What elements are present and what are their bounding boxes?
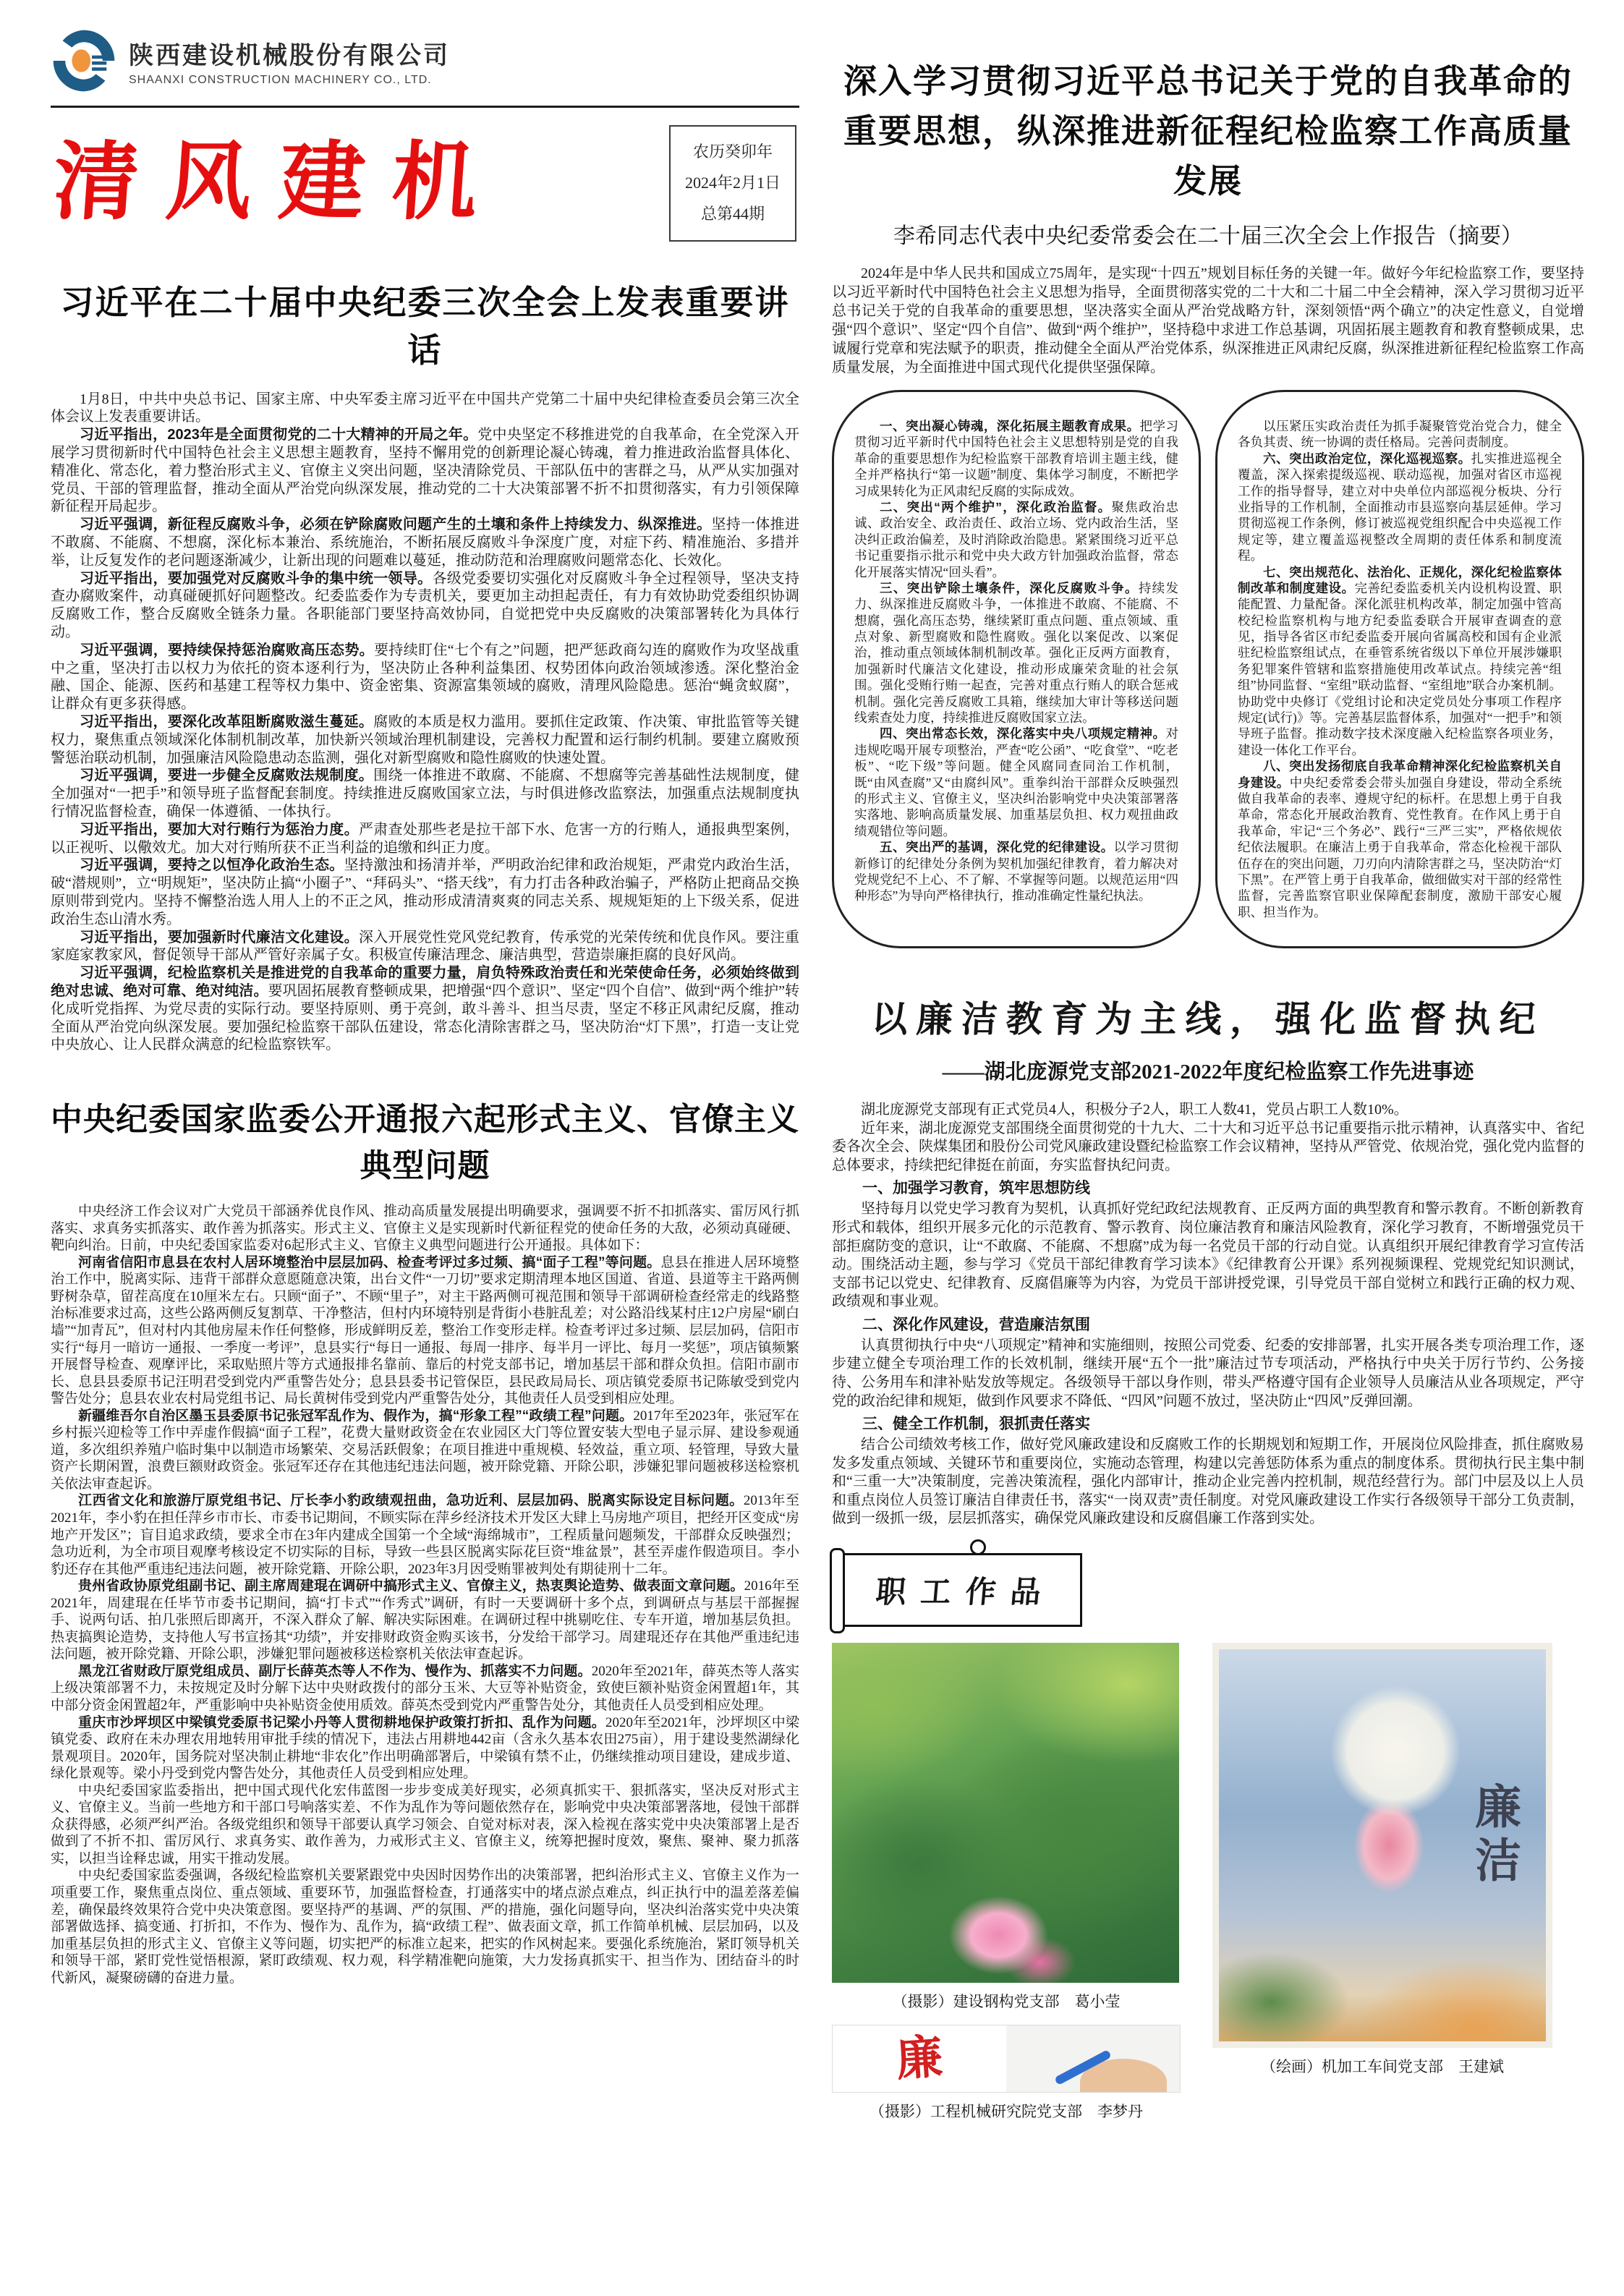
hand-with-pen-panel xyxy=(1006,2025,1180,2092)
gallery-column-right xyxy=(1212,1643,1552,2130)
paragraph: 七、突出规范化、法治化、正规化，深化纪检监察体制改革和制度建设。完善纪委监委机关内设机构设置、职能配置、力量配备。深化派驻机构改革，制定加强中管高校纪检监察机构与地方纪委监委联合开展审查调查的意见，指导各省区市纪委监委开展向省属高校和国有企业派驻纪检监察组试点，在垂管系统省级以下单位开展涉嫌职务犯罪案件管辖和监察措施使用改革试点。持续完善“组组”协同监督、“室组”联动监督、“室组地”联合办案机制。协助党中央修订《党组讨论和决定党员处分事项工作程序规定(试行)》等。完善基层监督体系，加强对“一把手”和领导班子监督。推动数字技术深度融入纪检监察各项业务，建设一体化工作平台。 xyxy=(1238,564,1562,757)
company-name-cn: 陕西建设机械股份有限公司 xyxy=(129,41,450,69)
company-logo-icon xyxy=(51,27,117,94)
article-xi-speech-title: 习近平在二十届中央纪委三次全会上发表重要讲话 xyxy=(60,283,790,369)
paragraph: 贵州省政协原党组副书记、副主席周建琨在调研中搞形式主义、官僚主义，热衷舆论造势、做表面文章问题。2016年至2021年，周建琨在任毕节市委书记期间，搞“打卡式”“作秀式”调研，有时一天要调研十多个点，到调研点与基层干部握握手、说两句话、拍几张照后即离开，不深入群众了解、解决实际困难。在调研过程中挑剔吃住、专车开道，增加基层负担。热衷搞舆论造势，支持他人写书宣扬其“功绩”，并安排财政资金购买该书，分发给干部学习。周建琨还存在其他严重违纪违法问题，被开除党籍、开除公职，涉嫌犯罪问题被移送检察机关依法审查起诉。 xyxy=(51,1578,799,1662)
issue-date: 2024年2月1日 xyxy=(684,173,781,192)
paragraph: 重庆市沙坪坝区中梁镇党委原书记梁小丹等人贯彻耕地保护政策打折扣、乱作为问题。2020年至2021年，沙坪坝区中梁镇党委、政府在未办理农用地转用审批手续的情况下，违法占用耕地442亩（含永久基本农田275亩），用于建设斐然湖绿化景观项目。2020年，国务院对坚决制止耕地“非农化”作出明确部署后，中梁镇有禁不止，仍继续推动项目建设，建成步道、绿化景观等。梁小丹受到党内警告处分，其他责任人员受到相应处理。 xyxy=(51,1714,799,1782)
paragraph: 近年来，湖北庞源党支部围绕全面贯彻党的十九大、二十大和习近平总书记重要指示批示精神，认真落实中、省纪委各次全会、陕煤集团和股份公司党风廉政建设暨纪检监察工作会议精神，坚持从严管党、依规治党，强化党内监督的总体要求，持续把纪律挺在前面，夯实监督执纪问责。 xyxy=(832,1120,1584,1173)
paragraph: 1月8日，中共中央总书记、国家主席、中央军委主席习近平在中国共产党第二十届中央纪律检查委员会第三次全体会议上发表重要讲话。 xyxy=(51,391,799,425)
lianjie-painting xyxy=(1212,1643,1552,2048)
paragraph: 习近平指出，要深化改革阻断腐败滋生蔓延。腐败的本质是权力滥用。要抓住定政策、作决策、审批监管等关键权力，聚焦重点领域深化体制机制改革，加快新兴领域治理机制建设，完善权力配置和运行制约机制。要建立腐败预警惩治联动机制，加强廉洁风险隐患动态监测，强化对新型腐败和隐性腐败的快速处置。 xyxy=(51,714,799,766)
company-names xyxy=(129,35,450,87)
article-branch-title: 以廉洁教育为主线，强化监督执纪 xyxy=(870,999,1546,1040)
section-heading: 二、深化作风建设，营造廉洁氛围 xyxy=(862,1316,1090,1333)
paragraph: 习近平强调，要持续保持惩治腐败高压态势。要持续盯住“七个有之”问题，把严惩政商勾连的腐败作为攻坚战重中之重，坚决打击以权力为依托的资本逐利行为，坚决防止各种利益集团、权势团体向政治领域渗透。深化整治金融、国企、能源、医药和基建工程等权力集中、资金密集、资源富集领域的腐败，清理风险隐患。惩治“蝇贪蚁腐”，让群众有更多获得感。 xyxy=(51,642,800,713)
header-divider xyxy=(51,106,799,108)
paragraph: 四、突出常态长效，深化落实中央八项规定精神。对违规吃喝开展专项整治，严查“吃公函”、“吃食堂”、“吃老板”、“吃下级”等问题。健全风腐同查同治工作机制，既“由风查腐”又“由腐纠风”。重拳纠治干部群众反映强烈的形式主义、官僚主义，坚决纠治影响党中央决策部署落实落地、影响高质量发展、加重基层负担、权力观扭曲政绩观错位等问题。 xyxy=(854,726,1178,838)
article-report-byline: 李希同志代表中央纪委常委会在二十届三次全会上作报告（摘要） xyxy=(893,224,1523,248)
article-xi-speech xyxy=(51,276,799,1054)
paragraph: 习近平强调，新征程反腐败斗争，必须在铲除腐败问题产生的土壤和条件上持续发力、纵深推进。坚持一体推进不敢腐、不能腐、不想腐，深化标本兼治、系统施治，不断拓展反腐败斗争深度广度，对症下药、精准施治、多措并举，让反复发作的老问题逐渐减少，让新出现的问题难以蔓延，推动防范和治理腐败问题常态化、长效化。 xyxy=(51,516,799,569)
paragraph: 湖北庞源党支部现有正式党员4人，积极分子2人，职工人数41，党员占职工人数10%。 xyxy=(861,1102,1408,1118)
paragraph: 八、突出发扬彻底自我革命精神深化纪检监察机关自身建设。中央纪委常委会带头加强自身建设，带动全系统做自我革命的表率、遵规守纪的标杆。在思想上勇于自我革命，常态化开展政治教育、党性教育。在作风上勇于自我革命，牢记“三个务必”、践行“三严三实”，严格依规依纪依法履职。在廉洁上勇于自我革命，常态化检视干部队伍存在的突出问题，刀刃向内清除害群之马，坚决防治“灯下黑”。在严管上勇于自我革命，做细做实对干部的经常性监督，完善监察官职业保障配套制度，激励干部安心履职、担当作为。 xyxy=(1238,759,1562,919)
paragraph: 认真贯彻执行中央“八项规定”精神和实施细则，按照公司党委、纪委的安排部署，扎实开展各类专项治理工作，逐步建立健全专项治理工作的长效机制，继续开展“五个一批”廉洁过节专项活动，严格执行中央关于厉行节约、公务接待、公务用车和津补贴发放等规定。各级领导干部以身作则，带头严格遵守国有企业领导人员廉洁从业各项规定，严守党的政治纪律和规矩，做到作风要求不降低、“四风”问题不放过，坚决防止“四风”反弹回潮。 xyxy=(832,1337,1584,1409)
paragraph: 中央纪委国家监委强调，各级纪检监察机关要紧跟党中央因时因势作出的决策部署，把纠治形式主义、官僚主义作为一项重要工作，聚焦重点岗位、重点领域、重要环节，加强监督检查，打通落实中的堵点淤点难点，纠正执行中的温差落差偏差，确保最终效果符合党中央决策意图。要坚持严的基调、严的氛围、严的措施，强化问题导向，坚决纠治落实党中央决策部署做选择、搞变通、打折扣，不作为、慢作为、乱作为，搞“政绩工程”、做表面文章，抓工作简单机械、层层加码，以及加重基层负担的形式主义、官僚主义等问题，切实把严的标准立起来，把实的作风树起来。要强化系统施治，紧盯领导机关和领导干部，紧盯党性觉悟根源，紧盯政绩观、权力观，科学精准靶向施策，大力发扬真抓实干、担当作为、团结奋斗的时代新风，凝聚磅礴的奋进力量。 xyxy=(51,1868,799,1986)
lian-calligraphy-photo xyxy=(832,2025,1181,2093)
article-xi-speech-body xyxy=(51,391,799,1054)
paragraph: 三、突出铲除土壤条件，深化反腐败斗争。持续发力、纵深推进反腐败斗争，一体推进不敢腐、不能腐、不想腐，强化高压态势，继续紧盯重点问题、重点领域、重点对象、新型腐败和隐性腐败。强化以案促改、以案促治，推动重点领域体制机制改革。强化正反两方面教育，加强新时代廉洁文化建设，推动形成廉荣贪耻的社会氛围。强化受贿行贿一起查，完善对重点行贿人的联合惩戒机制。强化完善反腐败工具箱，继续加大审计等移送问题线索查处力度，持续推进反腐败国家立法。 xyxy=(854,580,1179,726)
paragraph: 河南省信阳市息县在农村人居环境整治中层层加码、检查考评过多过频、搞“面子工程”等问题。息县在推进人居环境整治工作中，脱离实际、违背干部群众意愿随意决策，出台文件“一刀切”要求定期清理本地区国道、省道、县道等主干路两侧野树杂草，留茬高度在10厘米左右。只顾“面子”、不顾“里子”，对主干路两侧可视范围和领导干部调研检查经常走的线路整治标准要求过高，这些公路两侧反复割草、干净整洁，但村内环境特别是背街小巷脏乱差；对公路沿线某村庄12户房屋“刷白墙”“加青瓦”，但对村内其他房屋未作任何整修，形成鲜明反差，整治工作变形走样。检查考评过多过频、层层加码，信阳市实行“每月一暗访一通报、一季度一考评”，息县实行“每日一通报、每周一排序、每半月一评比、每月一奖惩”，项店镇频繁开展督导检查、观摩评比，采取贴照片等方式通报排名靠前、靠后的村党支部书记，增加基层干部和群众负担。信阳市副市长、息县县委原书记汪明君受到党内严重警告处分；息县县委书记管保臣，县民政局局长、项店镇党委原书记陈敏受到党内警告处分；息县农业农村局党组书记、局长黄树伟受到党内严重警告处分，其他责任人员受到相应处理。 xyxy=(51,1254,799,1407)
article-branch-body xyxy=(832,1101,1584,1528)
paragraph: 结合公司绩效考核工作，做好党风廉政建设和反腐败工作的长期规划和短期工作，开展岗位风险排查，抓住腐败易发多发重点领域、关键环节和重要岗位，实施动态管理，构建以完善惩防体系为重点的制度体系。贯彻执行民主集中制和“三重一大”决策制度，完善决策流程，强化内部审计，推动企业完善内控机制，规范经营行为。部门中层及以上人员和重点岗位人员签订廉洁自律责任书，落实“一岗双责”责任制度。对党风廉政建设工作实行各级领导干部分工负责制，做到一级抓一级，层层抓落实，确保党风廉政建设和反腐倡廉工作落到实处。 xyxy=(832,1437,1584,1527)
left-column xyxy=(51,22,799,1986)
paragraph: 中央经济工作会议对广大党员干部涵养优良作风、推动高质量发展提出明确要求，强调要不折不扣抓落实、雷厉风行抓落实、求真务实抓落实、敢作善为抓落实。形式主义、官僚主义是实现新时代新征程党的使命任务的大敌，必须动真碰硬、靶向纠治。日前，中央纪委国家监委对6起形式主义、官僚主义典型问题进行公开通报。具体如下： xyxy=(51,1204,799,1254)
masthead-row xyxy=(51,112,799,246)
paragraph: 二、突出“两个维护”，深化政治监督。聚焦政治忠诚、政治安全、政治责任、政治立场、党内政治生活，坚决纠正政治偏差，及时消除政治隐患。紧紧围绕习近平总书记重要指示批示和党中央大政方针加强政治监督，常态化开展落实情况“回头看”。 xyxy=(854,499,1179,579)
paragraph: 六、突出政治定位，深化巡视巡察。扎实推进巡视全覆盖，深入探索提级巡视、联动巡视，加强对省区市巡视工作的指导督导，建立对中央单位内部巡视分板块、分行业指导的工作机制，全面推动市县巡察向基层延伸。学习贯彻巡视工作条例，修订被巡视党组织配合中央巡视工作规定等，建立覆盖巡视整改全周期的责任体系和制度流程。 xyxy=(1238,451,1563,564)
paragraph: 习近平指出，要加强新时代廉洁文化建设。深入开展党性党风党纪教育，传承党的光荣传统和优良作风。要注重家庭家教家风，督促领导干部从严管好亲属子女。积极宣传廉洁理念、廉洁典型，营造崇廉拒腐的良好风尚。 xyxy=(51,929,799,964)
paragraph: 习近平强调，要持之以恒净化政治生态。坚持激浊和扬清并举，严明政治纪律和政治规矩，严肃党内政治生活，破“潜规则”，立“明规矩”，坚决防止搞“小圈子”、“拜码头”、“搭天线”，有力打击各种政治骗子，严格防止把商品交换原则带到党内。坚持不懈整治选人用人上的不正之风，推动形成清清爽爽的同志关系、规规矩矩的上下级关系，促进政治生态山清水秀。 xyxy=(51,857,799,927)
article-report-intro: 2024年是中华人民共和国成立75周年，是实现“十四五”规划目标任务的关键一年。做好今年纪检监察工作，要坚持以习近平新时代中国特色社会主义思想为指导，全面贯彻落实党的二十大和二十届二中全会精神，深入学习贯彻习近平总书记关于党的自我革命的重要思想，坚决落实全面从严治党战略方针，深刻领悟“两个确立”的决定性意义，自觉增强“四个意识”、坚定“四个自信”、做到“两个维护”，坚持稳中求进工作总基调，巩固拓展主题教育和教育整顿成果，忠诚履行党章和宪法赋予的职责，推动健全全面从严治党体系，纵深推进正风肃纪反腐，纵深推进新征程纪检监察工作高质量发展，为全面推进中国式现代化提供坚强保障。 xyxy=(832,265,1584,375)
staff-works-label: 职工作品 xyxy=(874,1576,1057,1610)
article-six-cases xyxy=(51,1093,799,1986)
article-branch xyxy=(832,990,1584,1528)
lian-photo-caption: （摄影）工程机械研究院党支部 李梦丹 xyxy=(870,2103,1143,2121)
issue-info-box xyxy=(669,125,796,242)
paragraph: 以压紧压实政治责任为抓手凝聚管党治党合力，健全各负其责、统一协调的责任格局。完善问责制度。 xyxy=(1238,419,1562,450)
right-column xyxy=(832,56,1584,2130)
masthead-title: 清风建机 xyxy=(50,135,509,231)
paragraph: 习近平指出，2023年是全面贯彻党的二十大精神的开局之年。党中央坚定不移推进党的自我革命，在全党深入开展学习贯彻新时代中国特色社会主义思想主题教育，坚持不懈用党的创新理论凝心铸魂，着力推进政治监督具体化、精准化、常态化，着力整治形式主义、官僚主义突出问题，坚决清除党员、干部队伍中的害群之马，从严从实加强对党员、干部的管理监督，推动全面从严治党向纵深发展，推动党的二十大决策部署不折不扣贯彻落实，有力引领保障新征程开局起步。 xyxy=(51,427,800,515)
article-branch-byline: ——湖北庞源党支部2021-2022年度纪检监察工作先进事迹 xyxy=(942,1060,1474,1084)
painting-caption: （绘画）机加工车间党支部 王建斌 xyxy=(1261,2058,1504,2076)
report-section-boxes xyxy=(832,390,1584,948)
article-six-cases-body xyxy=(51,1203,799,1986)
paragraph: 坚持每月以党史学习教育为契机，认真抓好党纪政纪法规教育、正反两方面的典型教育和警示教育。不断创新教育形式和载体，组织开展多元化的示范教育、警示教育、岗位廉洁教育和廉洁风险教育，深化学习教育，不断增强党员干部拒腐防变的意识，让“不敢腐、不能腐、不想腐”成为每一名党员干部的行动自觉。认真组织开展纪律教育学习宣传活动。围绕活动主题，参与学习《党员干部纪律教育学习读本》《纪律教育公开课》系列视频课程、党规党纪知识测试，支部书记以党史、纪律教育、反腐倡廉等为内容，为党员干部讲授党课，引导党员干部自觉树立和践行正确的权力观、政绩观和事业观。 xyxy=(832,1201,1584,1310)
paragraph: 一、突出凝心铸魂，深化拓展主题教育成果。把学习贯彻习近平新时代中国特色社会主义思想特别是党的自我革命的重要思想作为纪检监察干部教育培训主题主线，健全并严格执行“第一议题”制度、集体学习制度，不断把学习成果转化为正风肃纪反腐的实际成效。 xyxy=(854,419,1179,498)
gallery-column-left xyxy=(832,1643,1181,2130)
report-box-left xyxy=(832,390,1201,948)
article-six-cases-title: 中央纪委国家监委公开通报六起形式主义、官僚主义典型问题 xyxy=(51,1102,799,1184)
issue-number: 总第44期 xyxy=(700,204,765,223)
paragraph: 习近平强调，纪检监察机关是推进党的自我革命的重要力量，肩负特殊政治责任和光荣使命任务，必须始终做到绝对忠诚、绝对可靠、绝对纯洁。要巩固拓展教育整顿成果，把增强“四个意识”、坚定“四个自信”、做到“两个维护”转化成听党指挥、为党尽责的实际行动。要坚持原则、勇于亮剑，敢斗善斗、担当尽责，坚定不移正风肃纪反腐，推动全面从严治党向纵深发展。要加强纪检监察干部队伍建设，常态化清除害群之马，坚决防治“灯下黑”，打造一支让党中央放心、让人民群众满意的纪检监察铁军。 xyxy=(51,965,799,1053)
staff-works-banner xyxy=(839,1553,1082,1627)
paragraph: 新疆维吾尔自治区墨玉县委原书记张冠军乱作为、假作为，搞“形象工程”“政绩工程”问题。2017年至2023年，张冠军在乡村振兴迎检等工作中弄虚作假搞“面子工程”，花费大量财政资金在农业园区大门等位置安装大型电子显示屏、建设参观通道，多次组织养殖户临时集中以制造市场繁荣、交易活跃假象；在项目推进中重规模、轻效益，重立项、轻管理，导致大量资产长期闲置，浪费巨额财政资金。张冠军还存在其他违纪违法问题，被开除党籍、开除公职，涉嫌犯罪问题被移送检察机关依法审查起诉。 xyxy=(51,1408,799,1492)
lotus-photo-caption: （摄影）建设钢构党支部 葛小莹 xyxy=(892,1993,1121,2011)
company-header xyxy=(51,22,799,94)
article-report-title: 深入学习贯彻习近平总书记关于党的自我革命的重要思想，纵深推进新征程纪检监察工作高质量发展 xyxy=(843,62,1573,200)
issue-lunar-year: 农历癸卯年 xyxy=(692,143,773,161)
scroll-roll-icon xyxy=(830,1548,845,1633)
paragraph: 中央纪委国家监委指出，把中国式现代化宏伟蓝图一步步变成美好现实，必须真抓实干、狠抓落实，坚决反对形式主义、官僚主义。当前一些地方和干部口号响落实差、不作为乱作为等问题依然存在，影响党中央决策部署落地，侵蚀干部群众获得感，必须严纠严治。各级党组织和领导干部要认真学习领会、自觉对标对表，深入检视在落实党中央决策部署上是否做到了不折不扣、雷厉风行、求真务实、敢作善为，力戒形式主义、官僚主义，统筹把握时度效，聚焦、聚神、聚力抓落实，以担当诠释忠诚，用实干推动发展。 xyxy=(51,1782,799,1866)
lian-character-panel xyxy=(833,2025,1006,2092)
paragraph: 习近平强调，要进一步健全反腐败法规制度。围绕一体推进不敢腐、不能腐、不想腐等完善基础性法规制度，健全加强对“一把手”和领导班子监督配套制度。持续推进反腐败国家立法，与时俱进修改监察法，加强重点法规制度执行情况监督检查，确保一体遵循、一体执行。 xyxy=(51,768,799,820)
section-heading: 一、加强学习教育，筑牢思想防线 xyxy=(862,1180,1090,1197)
report-box-right xyxy=(1215,390,1584,948)
company-name-en: SHAANXI CONSTRUCTION MACHINERY CO., LTD. xyxy=(129,73,432,86)
paragraph: 黑龙江省财政厅原党组成员、副厅长薛英杰等人不作为、慢作为、抓落实不力问题。2020年至2021年，薛英杰等人落实上级决策部署不力，未按规定及时分解下达中央财政拨付的部分玉米、大豆等补贴资金，致使巨额补贴资金闲置超1年，其中部分资金闲置超2年，严重影响中央补贴资金使用质效。薛英杰受到党内严重警告处分，其他责任人员受到相应处理。 xyxy=(51,1663,799,1714)
paragraph: 习近平指出，要加强党对反腐败斗争的集中统一领导。各级党委要切实强化对反腐败斗争全过程领导，坚决支持查办腐败案件，动真碰硬抓好问题整改。纪委监委作为专责机关，要更加主动担起责任，有力有效协助党委组织协调反腐败工作，整合反腐败全链条力量。各职能部门要坚持高效协同，自觉把党中央反腐败的决策部署转化为具体行动。 xyxy=(51,570,799,641)
article-report xyxy=(832,56,1584,948)
paragraph: 习近平指出，要加大对行贿行为惩治力度。严肃查处那些老是拉干部下水、危害一方的行贿人，通报典型案例，以正视听、以儆效尤。加大对行贿所获不正当利益的追缴和纠正力度。 xyxy=(51,821,799,856)
scroll-pin-icon xyxy=(970,1539,986,1555)
lian-character: 廉 xyxy=(894,2031,945,2086)
paragraph: 江西省文化和旅游厅原党组书记、厅长李小豹政绩观扭曲，急功近利、层层加码、脱离实际设定目标问题。2013年至2021年，李小豹在担任萍乡市市长、市委书记期间，不顾实际在萍乡经济技术开发区大肆上马房地产项目，把经开区变成“房地产开发区”；盲目追求政绩，要求全市在3年内建成全国第一个全域“海绵城市”，工程质量问题频发，干部群众反映强烈；急功近利，为全市项目观摩考核设定不切实际的目标，导致一些县区脱离实际花巨资“堆盆景”，甚至弄虚作假造项目。李小豹还存在其他严重违纪违法问题，被开除党籍、开除公职，2023年3月因受贿罪被判处有期徒刑十二年。 xyxy=(51,1493,799,1577)
section-heading: 三、健全工作机制，狠抓责任落实 xyxy=(862,1416,1090,1433)
lotus-photo xyxy=(832,1643,1179,1983)
lianjie-painting-text: 廉洁 xyxy=(1468,1782,1520,1890)
paragraph: 五、突出严的基调，深化党的纪律建设。以学习贯彻新修订的纪律处分条例为契机加强纪律教育，着力解决对党规党纪不上心、不了解、不掌握等问题。以规范运用“四种形态”为导向严格律执行，推动准确定性量纪执法。 xyxy=(854,840,1179,903)
staff-works-gallery xyxy=(832,1643,1584,2130)
